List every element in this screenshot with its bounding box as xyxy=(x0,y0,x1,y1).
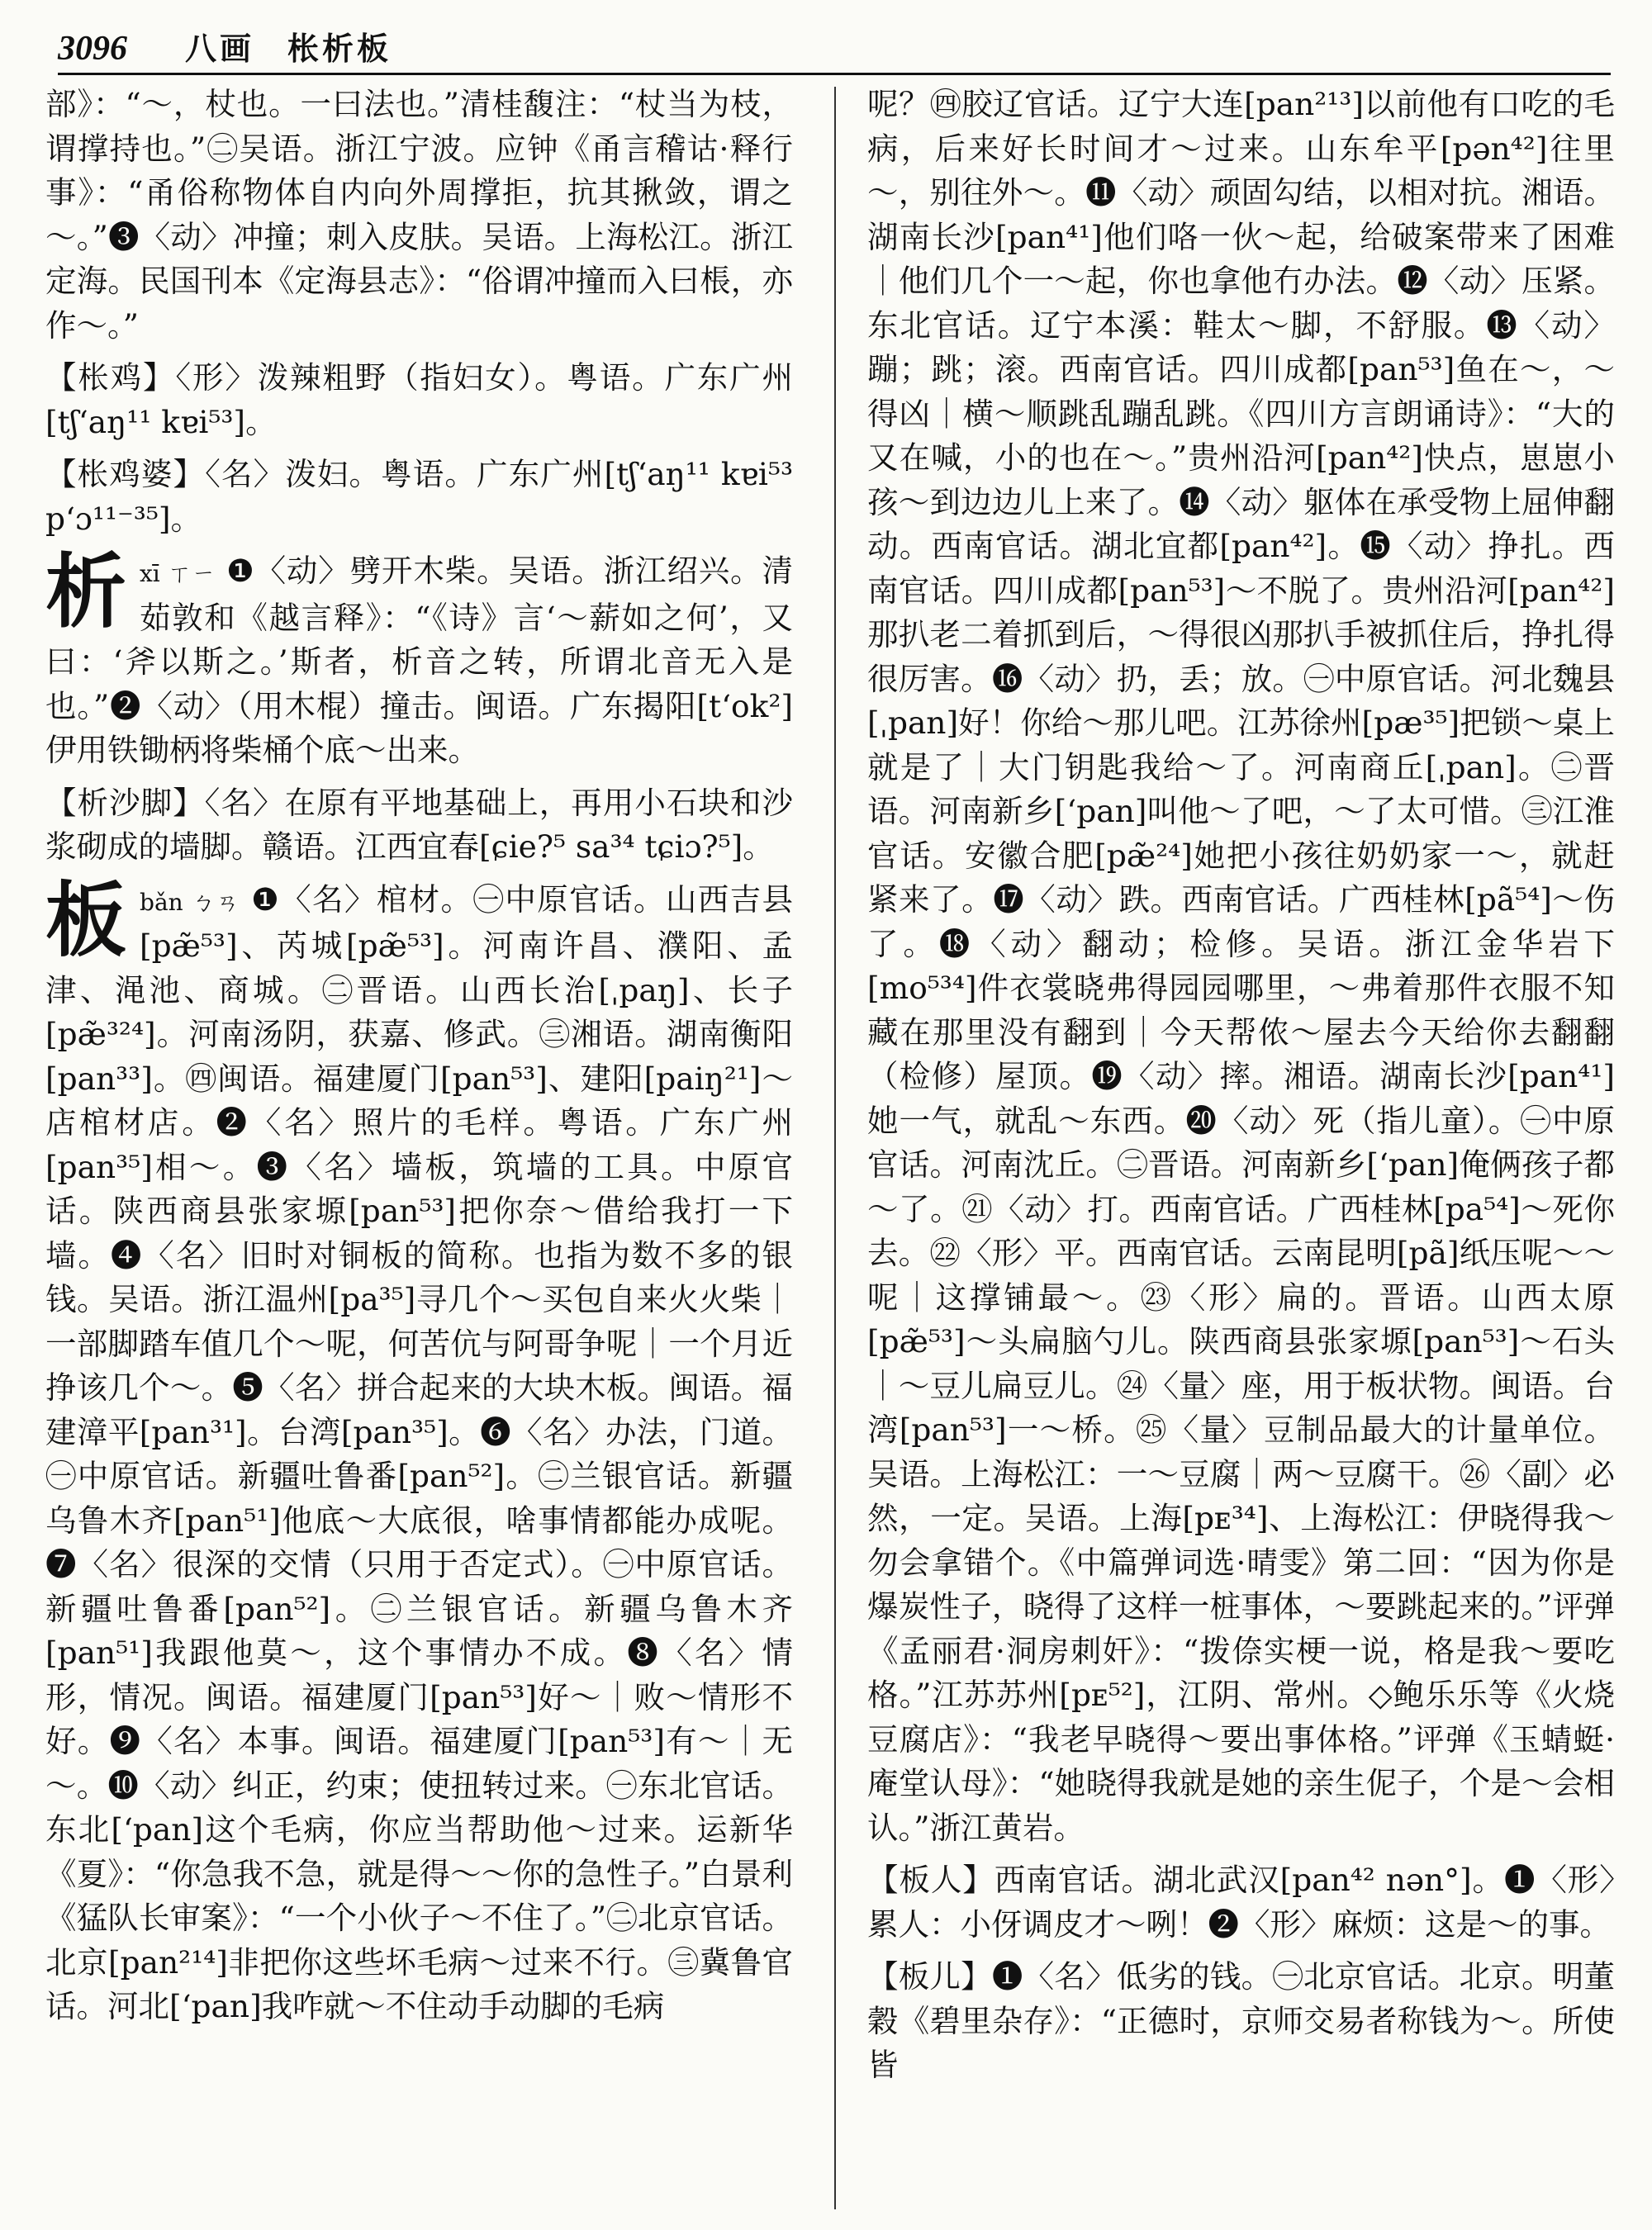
head-character: 析 xyxy=(45,544,127,639)
entry-xishajiao: 【析沙脚】〈名〉在原有平地基础上，再用小石块和沙浆砌成的墙脚。赣语。江西宜春[ɕie?⁵ sa³⁴ tɕiɔ?⁵]。 xyxy=(45,784,793,865)
head-entry-xi xyxy=(45,544,793,773)
entry-chengji: 【枨鸡】〈形〉泼辣粗野（指妇女）。粤语。广东广州[tʃʻaŋ¹¹ kɐi⁵³]。 xyxy=(45,359,793,440)
right-column xyxy=(867,83,1615,2213)
column-divider xyxy=(834,87,836,2209)
head-character: 板 xyxy=(45,872,127,968)
definition: ❶〈名〉棺材。㊀中原官话。山西吉县[pæ̃⁵³]、芮城[pæ̃⁵³]。河南许昌、濮阳、孟津、渑池、商城。㊁晋语。山西长治[ˌpaŋ]、长子[pæ̃³²⁴]。河南汤阴，获嘉、修武。㊂湘语。湖南衡阳[pan³³]。㊃闽语。福建厦门[pan⁵³]、建阳[paiŋ²¹]～店棺材店。❷〈名〉照片的毛样。粤语。广东广州[pan³⁵]相～。❸〈名〉墙板，筑墙的工具。中原官话。陕西商县张家塬[pan⁵³]把你奈～借给我打一下墙。❹〈名〉旧时对铜板的简称。也指为数不多的银钱。吴语。浙江温州[pa³⁵]寻几个～买包自来火火柴｜一部脚踏车值几个～呢，何苦伉与阿哥争呢｜一个月近挣该几个～。❺〈名〉拼合起来的大块木板。闽语。福建漳平[pan³¹]。台湾[pan³⁵]。❻〈名〉办法，门道。㊀中原官话。新疆吐鲁番[pan⁵²]。㊁兰银官话。新疆乌鲁木齐[pan⁵¹]他底～大底很，啥事情都能办成呢。❼〈名〉很深的交情（只用于否定式）。㊀中原官话。新疆吐鲁番[pan⁵²]。㊁兰银官话。新疆乌鲁木齐[pan⁵¹]我跟他莫～，这个事情办不成。❽〈名〉情形，情况。闽语。福建厦门[pan⁵³]好～｜败～情形不好。❾〈名〉本事。闽语。福建厦门[pan⁵³]有～｜无～。❿〈动〉纠正，约束；使扭转过来。㊀东北官话。东北[ʻpan]这个毛病，你应当帮助他～过来。运新华《夏》：“你急我不急，就是得～～你的急性子。”白景利《猛队长审案》：“一个小伙子～不住了。”㊁北京官话。北京[pan²¹⁴]非把你这些坏毛病～过来不行。㊂冀鲁官话。河北[ʻpan]我咋就～不住动手动脚的毛病 xyxy=(45,880,793,2024)
paragraph: 呢？㊃胶辽官话。辽宁大连[pan²¹³]以前他有口吃的毛病，后来好长时间才～过来。山东牟平[pən⁴²]往里～，别往外～。⓫〈动〉顽固勾结，以相对抗。湘语。湖南长沙[pan⁴¹]他们咯一伙～起，给破案带来了困难｜他们几个一～起，你也拿他冇办法。⓬〈动〉压紧。东北官话。辽宁本溪：鞋太～脚，不舒服。⓭〈动〉蹦；跳；滚。西南官话。四川成都[pan⁵³]鱼在～，～得凶｜横～顺跳乱蹦乱跳。《四川方言朗诵诗》：“大的又在喊，小的也在～。”贵州沿河[pan⁴²]快点，崽崽小孩～到边边儿上来了。⓮〈动〉躯体在承受物上屈伸翻动。西南官话。湖北宜都[pan⁴²]。⓯〈动〉挣扎。西南官话。四川成都[pan⁵³]～不脱了。贵州沿河[pan⁴²]那扒老二着抓到后，～得很凶那扒手被抓住后，挣扎得很厉害。⓰〈动〉扔，丢；放。㊀中原官话。河北魏县[ˌpan]好！你给～那儿吧。江苏徐州[pæ³⁵]把锁～桌上就是了｜大门钥匙我给～了。河南商丘[ˌpan]。㊁晋语。河南新乡[ʻpan]叫他～了吧，～了太可惜。㊂江淮官话。安徽合肥[pæ̃²⁴]她把小孩往奶奶家一～，就赶紧来了。⓱〈动〉跌。西南官话。广西桂林[pã⁵⁴]～伤了。⓲〈动〉翻动；检修。吴语。浙江金华岩下[mo⁵³⁴]件衣裳晓弗得园园哪里，～弗着那件衣服不知藏在那里没有翻到｜今天帮侬～屋去今天给你去翻翻（检修）屋顶。⓳〈动〉摔。湘语。湖南长沙[pan⁴¹]她一气，就乱～东西。⓴〈动〉死（指儿童）。㊀中原官话。河南沈丘。㊁晋语。河南新乡[ʻpan]俺俩孩子都～了。㉑〈动〉打。西南官话。广西桂林[pa⁵⁴]～死你去。㉒〈形〉平。西南官话。云南昆明[pã]纸压呢～～呢｜这撑铺最～。㉓〈形〉扁的。晋语。山西太原[pæ̃⁵³]～头扁脑勺儿。陕西商县张家塬[pan⁵³]～石头｜～豆儿扁豆儿。㉔〈量〉座，用于板状物。闽语。台湾[pan⁵³]一～桥。㉕〈量〉豆制品最大的计量单位。吴语。上海松江：一～豆腐｜两～豆腐干。㉖〈副〉必然，一定。吴语。上海[pᴇ³⁴]、上海松江：伊晓得我～勿会拿错个。《中篇弹词选·晴雯》第二回：“因为你是爆炭性子，晓得了这样一桩事体，～要跳起来的。”评弹《孟丽君·洞房刺奸》：“拨倷实梗一说，格是我～要吃格。”江苏苏州[pᴇ⁵²]，江阴、常州。◇鲍乐乐等《火烧豆腐店》：“我老早晓得～要出事体格。”评弹《玉蜻蜓·庵堂认母》：“她晓得我就是她的亲生伲子，个是～会相认。”浙江黄岩。 xyxy=(867,86,1615,1846)
entry-baner: 【板儿】❶〈名〉低劣的钱。㊀北京官话。北京。明董穀《碧里杂存》：“正德时，京师交易者称钱为～。所使皆 xyxy=(867,1958,1615,2083)
pinyin: bǎn ㄅㄢ xyxy=(140,888,240,916)
stroke-count: 八画 xyxy=(185,30,255,67)
entry-chengjipo: 【枨鸡婆】〈名〉泼妇。粤语。广东广州[tʃʻaŋ¹¹ kɐi⁵³ pʻɔ¹¹⁻³⁵]。 xyxy=(45,456,793,537)
head-entry-ban xyxy=(45,872,793,2029)
left-column xyxy=(45,83,793,2213)
paragraph: 部》：“～，杖也。一曰法也。”清桂馥注：“杖当为枝，谓撑持也。”㊁吴语。浙江宁波。应钟《甬言稽诂·释行事》：“甬俗称物体自内向外周撑拒，抗其揪敛，谓之～。”❸〈动〉冲撞；刺入皮肤。吴语。上海松江。浙江定海。民国刊本《定海县志》：“俗谓冲撞而入曰棖，亦作～。” xyxy=(45,86,793,344)
page-header xyxy=(58,23,1611,75)
pinyin: xī ㄒㄧ xyxy=(140,560,216,587)
page-number: 3096 xyxy=(58,30,127,68)
entry-banren: 【板人】西南官话。湖北武汉[pan⁴² nən°]。❶〈形〉累人：小伢调皮才～咧！❷〈形〉麻烦：这是～的事。 xyxy=(867,1862,1615,1943)
header-characters: 枨析板 xyxy=(287,30,392,67)
definition: ❶〈动〉劈开木柴。吴语。浙江绍兴。清茹敦和《越言释》：“《诗》言‘～薪如之何’，又曰：‘斧以斯之。’斯者，析音之转，所谓北音无入是也。”❷〈动〉（用木棍）撞击。闽语。广东揭阳[tʻok²]伊用铁锄柄将柴桶个底～出来。 xyxy=(45,553,793,768)
